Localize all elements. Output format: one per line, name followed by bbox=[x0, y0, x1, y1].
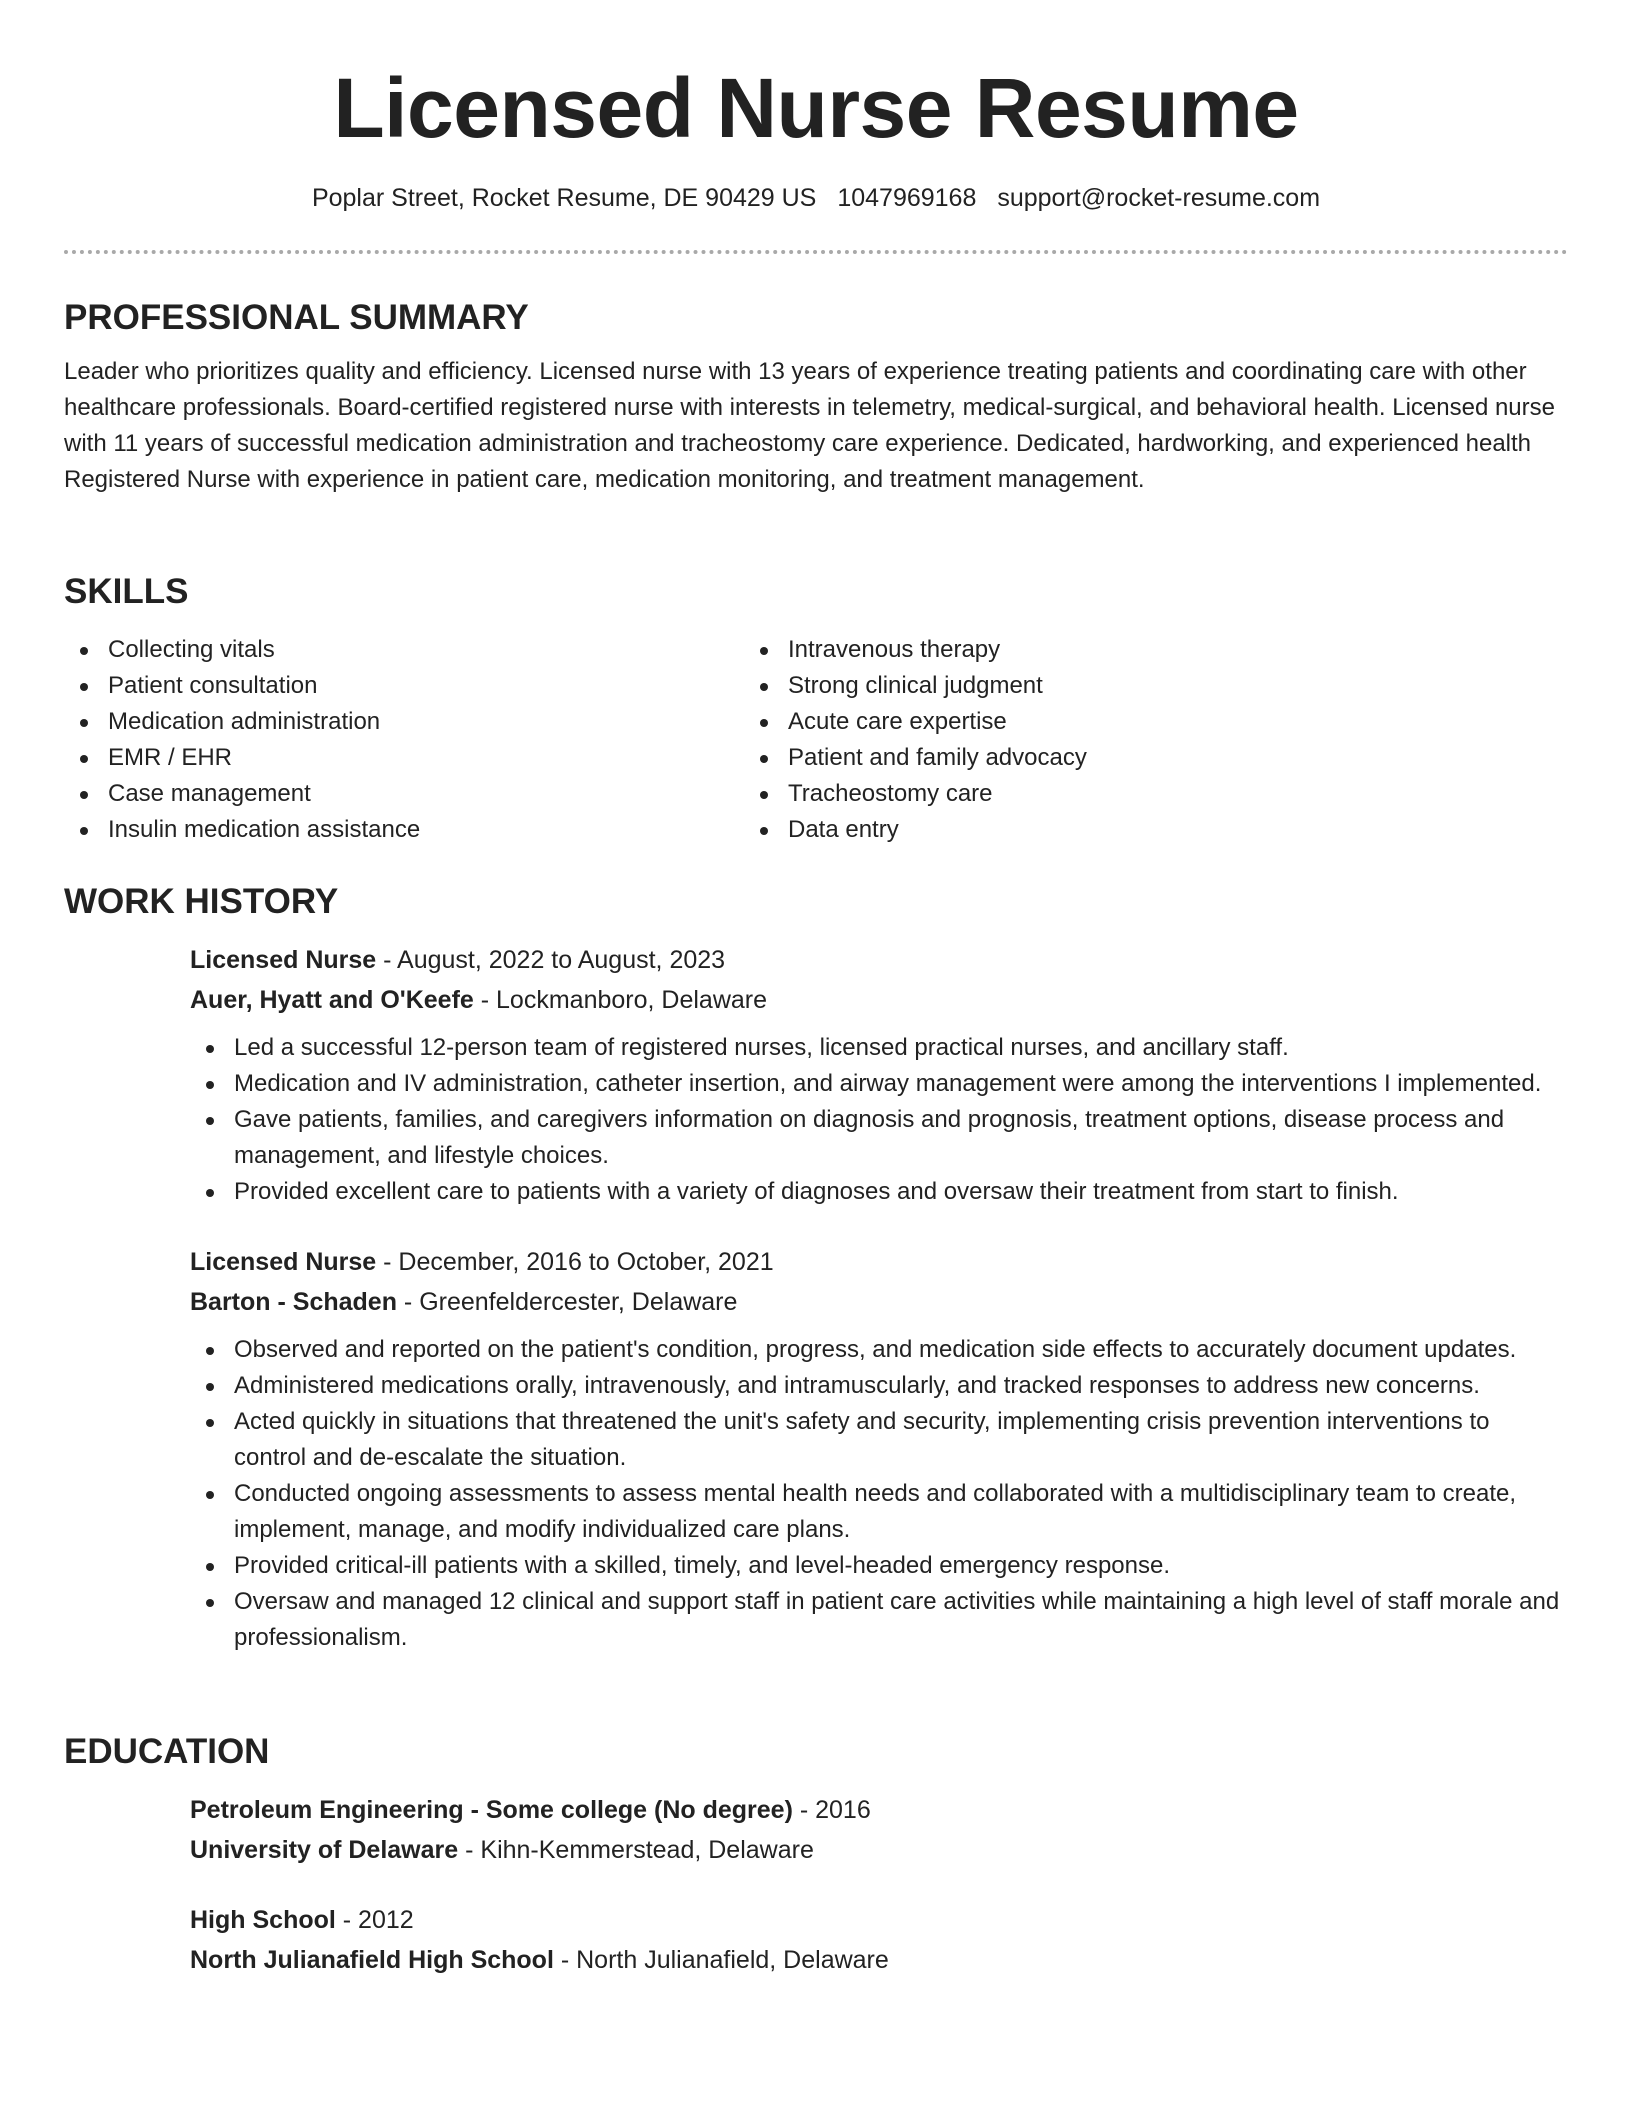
job-bullet: Conducted ongoing assessments to assess mental health needs and collaborated with a multidisciplinary team to create, implement, manage, and modify individualized care plans. bbox=[190, 1476, 1568, 1548]
job-bullet: Medication and IV administration, catheter insertion, and airway management were among the interventions I implemented. bbox=[190, 1066, 1568, 1102]
education-degree-line bbox=[190, 1900, 1568, 1940]
job-dates: - August, 2022 to August, 2023 bbox=[376, 946, 726, 974]
job-company-line bbox=[190, 1282, 1568, 1322]
education-school-line bbox=[190, 1830, 1568, 1870]
education-degree-line bbox=[190, 1790, 1568, 1830]
job-title: Licensed Nurse bbox=[190, 946, 377, 974]
skill-item: Tracheostomy care bbox=[744, 776, 1424, 812]
contact-address: Poplar Street, Rocket Resume, DE 90429 US bbox=[311, 184, 817, 212]
header-divider bbox=[64, 250, 1568, 254]
summary-text: Leader who prioritizes quality and efficiency. Licensed nurse with 13 years of experience treating patients and coordinating care with other healthcare professionals. Board-certified registered nurse with interests in telemetry, medical-surgical, and behavioral health. Licensed nurse with 11 years of successful medication administration and tracheostomy care experience. Dedicated, hardworking, and experienced health Registered Nurse with experience in patient care, medication monitoring, and treatment management. bbox=[64, 358, 1555, 493]
resume-title: Licensed Nurse Resume bbox=[333, 61, 1299, 155]
skill-item: Insulin medication assistance bbox=[64, 812, 744, 848]
education-section bbox=[64, 1730, 1568, 1980]
education-location: - Kihn-Kemmerstead, Delaware bbox=[458, 1836, 814, 1864]
skill-item: Data entry bbox=[744, 812, 1424, 848]
contact-phone: 1047969168 bbox=[837, 184, 977, 212]
job-title: Licensed Nurse bbox=[190, 1248, 377, 1276]
job-bullet: Led a successful 12-person team of registered nurses, licensed practical nurses, and ancillary staff. bbox=[190, 1030, 1568, 1066]
job-entry bbox=[190, 940, 1568, 1210]
job-company: Auer, Hyatt and O'Keefe bbox=[190, 986, 474, 1014]
education-heading: EDUCATION bbox=[64, 1732, 270, 1771]
skills-column-left bbox=[64, 632, 744, 848]
skill-item: Acute care expertise bbox=[744, 704, 1424, 740]
education-location: - North Julianafield, Delaware bbox=[553, 1946, 889, 1974]
education-entry bbox=[190, 1790, 1568, 1870]
skill-item: Case management bbox=[64, 776, 744, 812]
job-title-line bbox=[190, 1242, 1568, 1282]
job-bullet: Observed and reported on the patient's condition, progress, and medication side effects to accurately document updates. bbox=[190, 1332, 1568, 1368]
job-bullets bbox=[190, 1030, 1568, 1210]
job-dates: - December, 2016 to October, 2021 bbox=[376, 1248, 774, 1276]
job-bullet: Acted quickly in situations that threatened the unit's safety and security, implementing crisis prevention interventions to control and de-escalate the situation. bbox=[190, 1404, 1568, 1476]
skills-list bbox=[64, 632, 1568, 848]
job-bullets bbox=[190, 1332, 1568, 1656]
job-location: - Lockmanboro, Delaware bbox=[473, 986, 768, 1014]
education-degree: Petroleum Engineering - Some college (No degree) bbox=[190, 1796, 793, 1824]
skills-heading: SKILLS bbox=[64, 572, 189, 611]
education-school-line bbox=[190, 1940, 1568, 1980]
contact-email: support@rocket-resume.com bbox=[997, 184, 1321, 212]
job-entry bbox=[190, 1242, 1568, 1656]
work-heading: WORK HISTORY bbox=[64, 882, 339, 921]
skill-item: Patient and family advocacy bbox=[744, 740, 1424, 776]
skill-item: Patient consultation bbox=[64, 668, 744, 704]
skill-item: Strong clinical judgment bbox=[744, 668, 1424, 704]
skill-item: Intravenous therapy bbox=[744, 632, 1424, 668]
job-company-line bbox=[190, 980, 1568, 1020]
job-bullet: Provided excellent care to patients with a variety of diagnoses and oversaw their treatment from start to finish. bbox=[190, 1174, 1568, 1210]
job-bullet: Provided critical-ill patients with a skilled, timely, and level-headed emergency response. bbox=[190, 1548, 1568, 1584]
education-year: - 2016 bbox=[792, 1796, 871, 1824]
skills-column-right bbox=[744, 632, 1424, 848]
education-school: University of Delaware bbox=[190, 1836, 459, 1864]
job-location: - Greenfeldercester, Delaware bbox=[396, 1288, 738, 1316]
contact-line bbox=[0, 178, 1632, 218]
work-section bbox=[64, 880, 1568, 1656]
summary-section bbox=[64, 296, 1568, 498]
education-entry bbox=[190, 1900, 1568, 1980]
education-degree: High School bbox=[190, 1906, 336, 1934]
skills-section bbox=[64, 570, 1568, 848]
summary-heading: PROFESSIONAL SUMMARY bbox=[64, 298, 529, 337]
skill-item: Medication administration bbox=[64, 704, 744, 740]
education-year: - 2012 bbox=[335, 1906, 414, 1934]
job-bullet: Oversaw and managed 12 clinical and support staff in patient care activities while maintaining a high level of staff morale and professionalism. bbox=[190, 1584, 1568, 1656]
skill-item: Collecting vitals bbox=[64, 632, 744, 668]
job-bullet: Administered medications orally, intravenously, and intramuscularly, and tracked responses to address new concerns. bbox=[190, 1368, 1568, 1404]
job-title-line bbox=[190, 940, 1568, 980]
skill-item: EMR / EHR bbox=[64, 740, 744, 776]
job-company: Barton - Schaden bbox=[190, 1288, 397, 1316]
education-school: North Julianafield High School bbox=[190, 1946, 554, 1974]
job-bullet: Gave patients, families, and caregivers information on diagnosis and prognosis, treatment options, disease process and management, and lifestyle choices. bbox=[190, 1102, 1568, 1174]
